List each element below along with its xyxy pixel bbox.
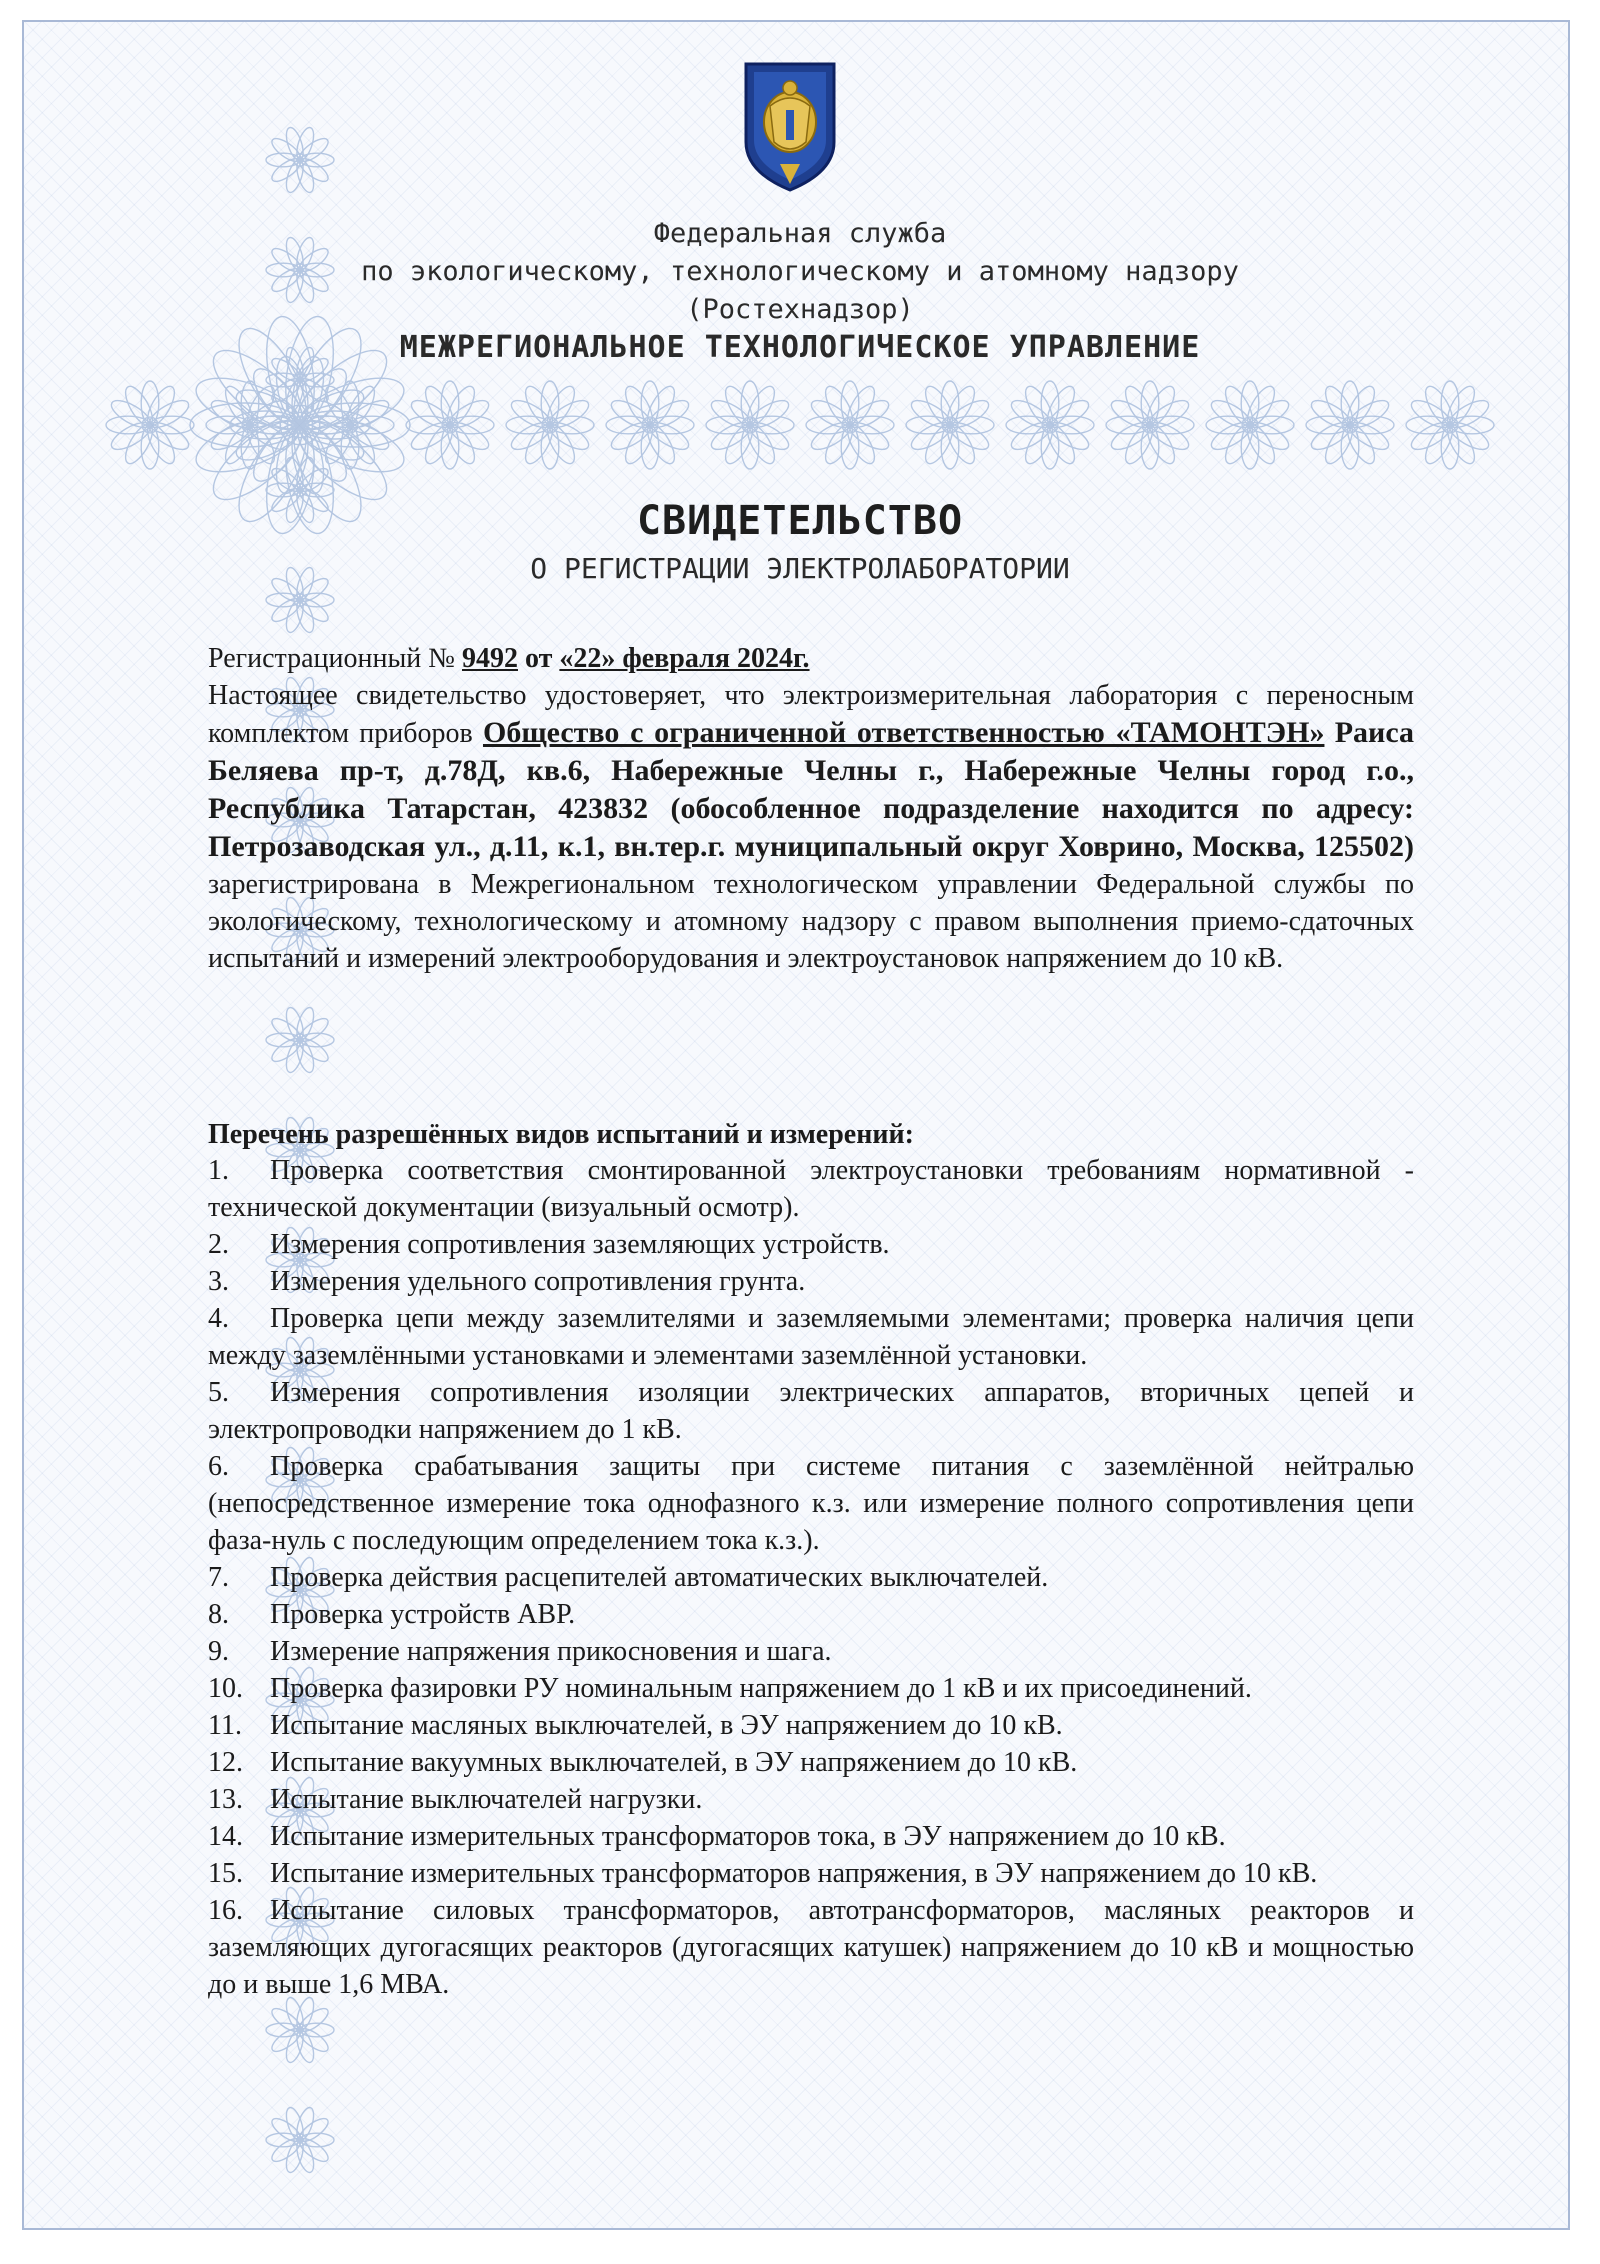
list-item-text: Испытание измерительных трансформаторов напряжения, в ЭУ напряжением до 10 кВ. [270,1858,1318,1889]
organization-name: Общество с ограниченной ответственностью «ТАМОНТЭН» [482,716,1325,749]
list-item-number: 16. [208,1895,243,1926]
list-item-text: Измерения сопротивления изоляции электрических аппаратов, вторичных цепей и электропроводки напряжением до 1 кВ. [208,1377,1414,1445]
list-item-text: Испытание вакуумных выключателей, в ЭУ напряжением до 10 кВ. [270,1747,1078,1778]
registration-date: «22» февраля 2024г. [559,643,810,674]
list-item-number: 15. [208,1858,243,1889]
list-item [208,1707,1414,1744]
list-item [208,1226,1414,1263]
list-item-text: Проверка фазировки РУ номинальным напряжением до 1 кВ и их присоединений. [270,1673,1252,1704]
list-item-number: 9. [208,1636,229,1667]
list-item [208,1263,1414,1300]
list-item [208,1448,1414,1559]
list-item-text: Испытание измерительных трансформаторов тока, в ЭУ напряжением до 10 кВ. [270,1821,1226,1852]
list-item [208,1818,1414,1855]
list-item-text: Проверка действия расцепителей автоматических выключателей. [270,1562,1049,1593]
list-item-number: 13. [208,1784,243,1815]
certificate-text [208,677,1414,977]
list-item-number: 11. [208,1710,242,1741]
list-item-text: Испытание масляных выключателей, в ЭУ напряжением до 10 кВ. [270,1710,1063,1741]
list-item-number: 14. [208,1821,243,1852]
document-subtitle: О РЕГИСТРАЦИИ ЭЛЕКТРОЛАБОРАТОРИИ [530,552,1070,585]
list-item [208,1781,1414,1818]
tests-list [208,1152,1414,2003]
rostekhnadzor-emblem-icon [740,60,840,194]
list-item-number: 10. [208,1673,243,1704]
registration-number: 9492 [461,643,518,674]
list-item-text: Проверка соответствия смонтированной электроустановки требованиям нормативной - технической документации (визуальный осмотр). [208,1155,1414,1223]
list-item [208,1855,1414,1892]
tests-list-title: Перечень разрешённых видов испытаний и измерений: [208,1119,914,1150]
list-item-number: 1. [208,1155,229,1186]
certificate-intro: Настоящее свидетельство удостоверяет, что электроизмерительная лаборатория с переносным комплектом приборов [208,680,1414,749]
department-name: МЕЖРЕГИОНАЛЬНОЕ ТЕХНОЛОГИЧЕСКОЕ УПРАВЛЕНИЕ [399,330,1201,365]
list-item-text: Измерения удельного сопротивления грунта. [270,1266,806,1297]
list-item [208,1744,1414,1781]
list-item [208,1670,1414,1707]
agency-name-line1: Федеральная служба [653,218,947,249]
list-item-number: 7. [208,1562,229,1593]
list-item [208,1596,1414,1633]
list-item-number: 4. [208,1303,229,1334]
list-item-number: 2. [208,1229,229,1260]
list-item-number: 6. [208,1451,229,1482]
list-item [208,1374,1414,1448]
list-item [208,1300,1414,1374]
list-item [208,1892,1414,2003]
list-item [208,1152,1414,1226]
list-item-text: Проверка цепи между заземлителями и заземляемыми элементами; проверка наличия цепи между заземлёнными установками и элементами заземлённой установки. [208,1303,1414,1371]
list-item-text: Проверка срабатывания защиты при системе питания с заземлённой нейтралью (непосредственное измерение тока однофазного к.з. или измерение полного сопротивления цепи фаза-нуль с последующим определением тока к.з.). [208,1451,1414,1556]
list-item-text: Измерения сопротивления заземляющих устройств. [270,1229,890,1260]
registration-label: Регистрационный № [208,643,455,674]
list-item-number: 8. [208,1599,229,1630]
organization-address: Раиса Беляева пр-т, д.78Д, кв.6, Набережные Челны г., Набережные Челны город г.о., Республика Татарстан, 423832 (обособленное подразделение находится по адресу: Петрозаводская ул., д.11, к.1, вн.тер.г. муниципальный округ Ховрино, Москва, 125502) [208,716,1414,863]
document-title: СВИДЕТЕЛЬСТВО [636,498,964,544]
list-item-text: Проверка устройств АВР. [270,1599,576,1630]
registration-date-prefix: от [524,643,553,674]
list-item [208,1633,1414,1670]
registration-line [208,640,1414,677]
list-item [208,1559,1414,1596]
agency-name-line2: по экологическому, технологическому и атомному надзору [361,256,1239,287]
list-item-number: 5. [208,1377,229,1408]
agency-short-name: (Ростехнадзор) [686,294,914,325]
list-item-text: Испытание выключателей нагрузки. [270,1784,703,1815]
list-item-text: Испытание силовых трансформаторов, автотрансформаторов, масляных реакторов и заземляющих дугогасящих реакторов (дугогасящих катушек) напряжением до 10 кВ и мощностью до и выше 1,6 МВА. [208,1895,1414,2000]
list-item-number: 12. [208,1747,243,1778]
list-item-number: 3. [208,1266,229,1297]
registration-statement: зарегистрирована в Межрегиональном технологическом управлении Федеральной службы по экологическому, технологическому и атомному надзору с правом выполнения приемо-сдаточных испытаний и измерений электрооборудования и электроустановок напряжением до 10 кВ. [208,869,1414,974]
list-item-text: Измерение напряжения прикосновения и шага. [270,1636,832,1667]
